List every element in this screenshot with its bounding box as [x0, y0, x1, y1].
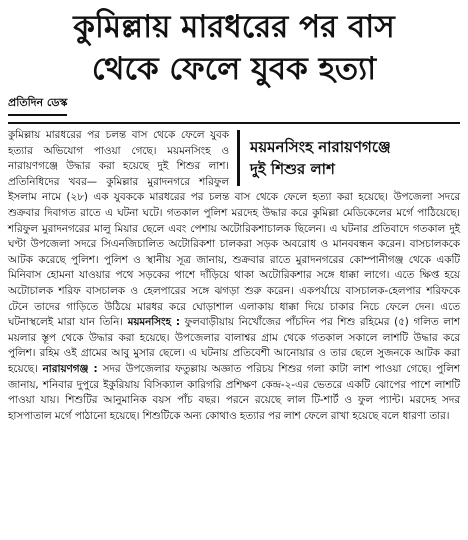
- paragraph-text: ফুলবাড়ীয়ায় নিখোঁজের পাঁচদিন পর শিশু রহিমের (৫) গলিত লাশ ময়লার স্তূপ থেকে উদ্ধার করা হয়েছে। উপজেলার বালাশ্বর গ্রাম থেকে গতকাল সকালে লাশটি উদ্ধার করে পুলিশ। রহিম ওই গ্রামের আবু মুসার ছেলে। এ ঘটনায় প্রতিবেশী আনোয়ার ও তার ছেলে সুজনকে আটক করা হয়েছে।: [8, 316, 460, 375]
- article-body: [8, 128, 460, 424]
- section-label: নারায়ণগঞ্জ :: [42, 362, 98, 375]
- pullquote-line-2: দুই শিশুর লাশ: [250, 160, 335, 178]
- headline-line-2: থেকে ফেলে যুবক হত্যা: [91, 51, 377, 87]
- divider: [8, 122, 460, 124]
- section-label: ময়মনসিংহ :: [127, 316, 180, 329]
- byline: প্রতিদিন ডেস্ক: [8, 94, 67, 116]
- paragraph-text: সদর উপজেলার ফতুল্লায় অজ্ঞাত পরিচয় শিশুর গলা কাটা লাশ পাওয়া গেছে। পুলিশ জানায়, শনিবার দুপুরে ইকুরিয়ায় বিসিক্যাল কারিগরি প্রশিক্ষণ কেন্দ্র-২-এর ভেতরে একটি ঝোপের পাশে লাশটি পাওয়া যায়। শিশুটির আনুমানিক বয়স পাঁচ বছর। পরনে রয়েছে লাল টি-শার্ট ও ফুল প্যান্ট। মরদেহ সদর হাসপাতাল মর্গে পাঠানো হয়েছে। শিশুটিকে অন্য কোথাও হত্যার পর লাশ ফেলে রাখা হয়েছে বলে ধারণা তার।: [8, 362, 460, 422]
- pullquote: [237, 130, 460, 186]
- headline: [8, 6, 460, 90]
- paragraph-text: কুমিল্লায় মারধরের পর চলন্ত বাস থেকে ফেলে যুবক হত্যার অভিযোগ পাওয়া গেছে। ময়মনসিংহ ও নারায়ণগঞ্জে উদ্ধার করা হয়েছে দুই শিশুর লাশ। প্রতিনিধিদের খবর— কুমিল্লার মুরাদনগরে শরিফুল ইসলাম নামে (২৮) এক যুবককে মারধরের পর চলন্ত বাস থেকে ফেলে হত্যা করা হয়েছে। উপজেলা সদরে শুক্রবার দিবাগত রাতে এ ঘটনা ঘটে। গতকাল পুলিশ মরদেহ উদ্ধার করে কুমিল্লা মেডিকেলের মর্গে পাঠিয়েছে। শরিফুল মুরাদনগরের মালু মিয়ার ছেলে এবং পেশায় অটোরিকশাচালক ছিলেন। এ ঘটনার প্রতিবাদে গতকাল দুই ঘণ্টা উপজেলা সদরে সিএনজিচালিত অটোরিকশা চালকরা সড়ক অবরোধ ও মানববন্ধন করেন। বাসচালককে আটক করেছে পুলিশ। পুলিশ ও স্থানীয় সূত্র জানায়, শুক্রবার রাতে মুরাদনগরের কোম্পানীগঞ্জ থেকে একটি মিনিবাস হোমনা যাওয়ার পথে সড়কের পাশে দাঁড়িয়ে থাকা অটোরিকশার সঙ্গে ধাক্কা লাগে। এতে ক্ষিপ্ত হয়ে অটোচালক শরিফ বাসচালক ও হেলপারের সঙ্গে ঝগড়া শুরু করেন। একপর্যায়ে বাসচালক-হেলপার শরিফকে টেনে তাদের গাড়িতে উঠিয়ে মারধর করে ঘোড়াশাল এলাকায় ধাক্কা দিয়ে চাকার নিচে ফেলে দেন। এতে ঘটনাস্থলেই মারা যান তিনি।: [8, 129, 460, 329]
- pullquote-line-1: ময়মনসিংহ নারায়ণগঞ্জে: [250, 138, 391, 156]
- headline-line-1: কুমিল্লায় মারধরের পর বাস: [73, 9, 395, 45]
